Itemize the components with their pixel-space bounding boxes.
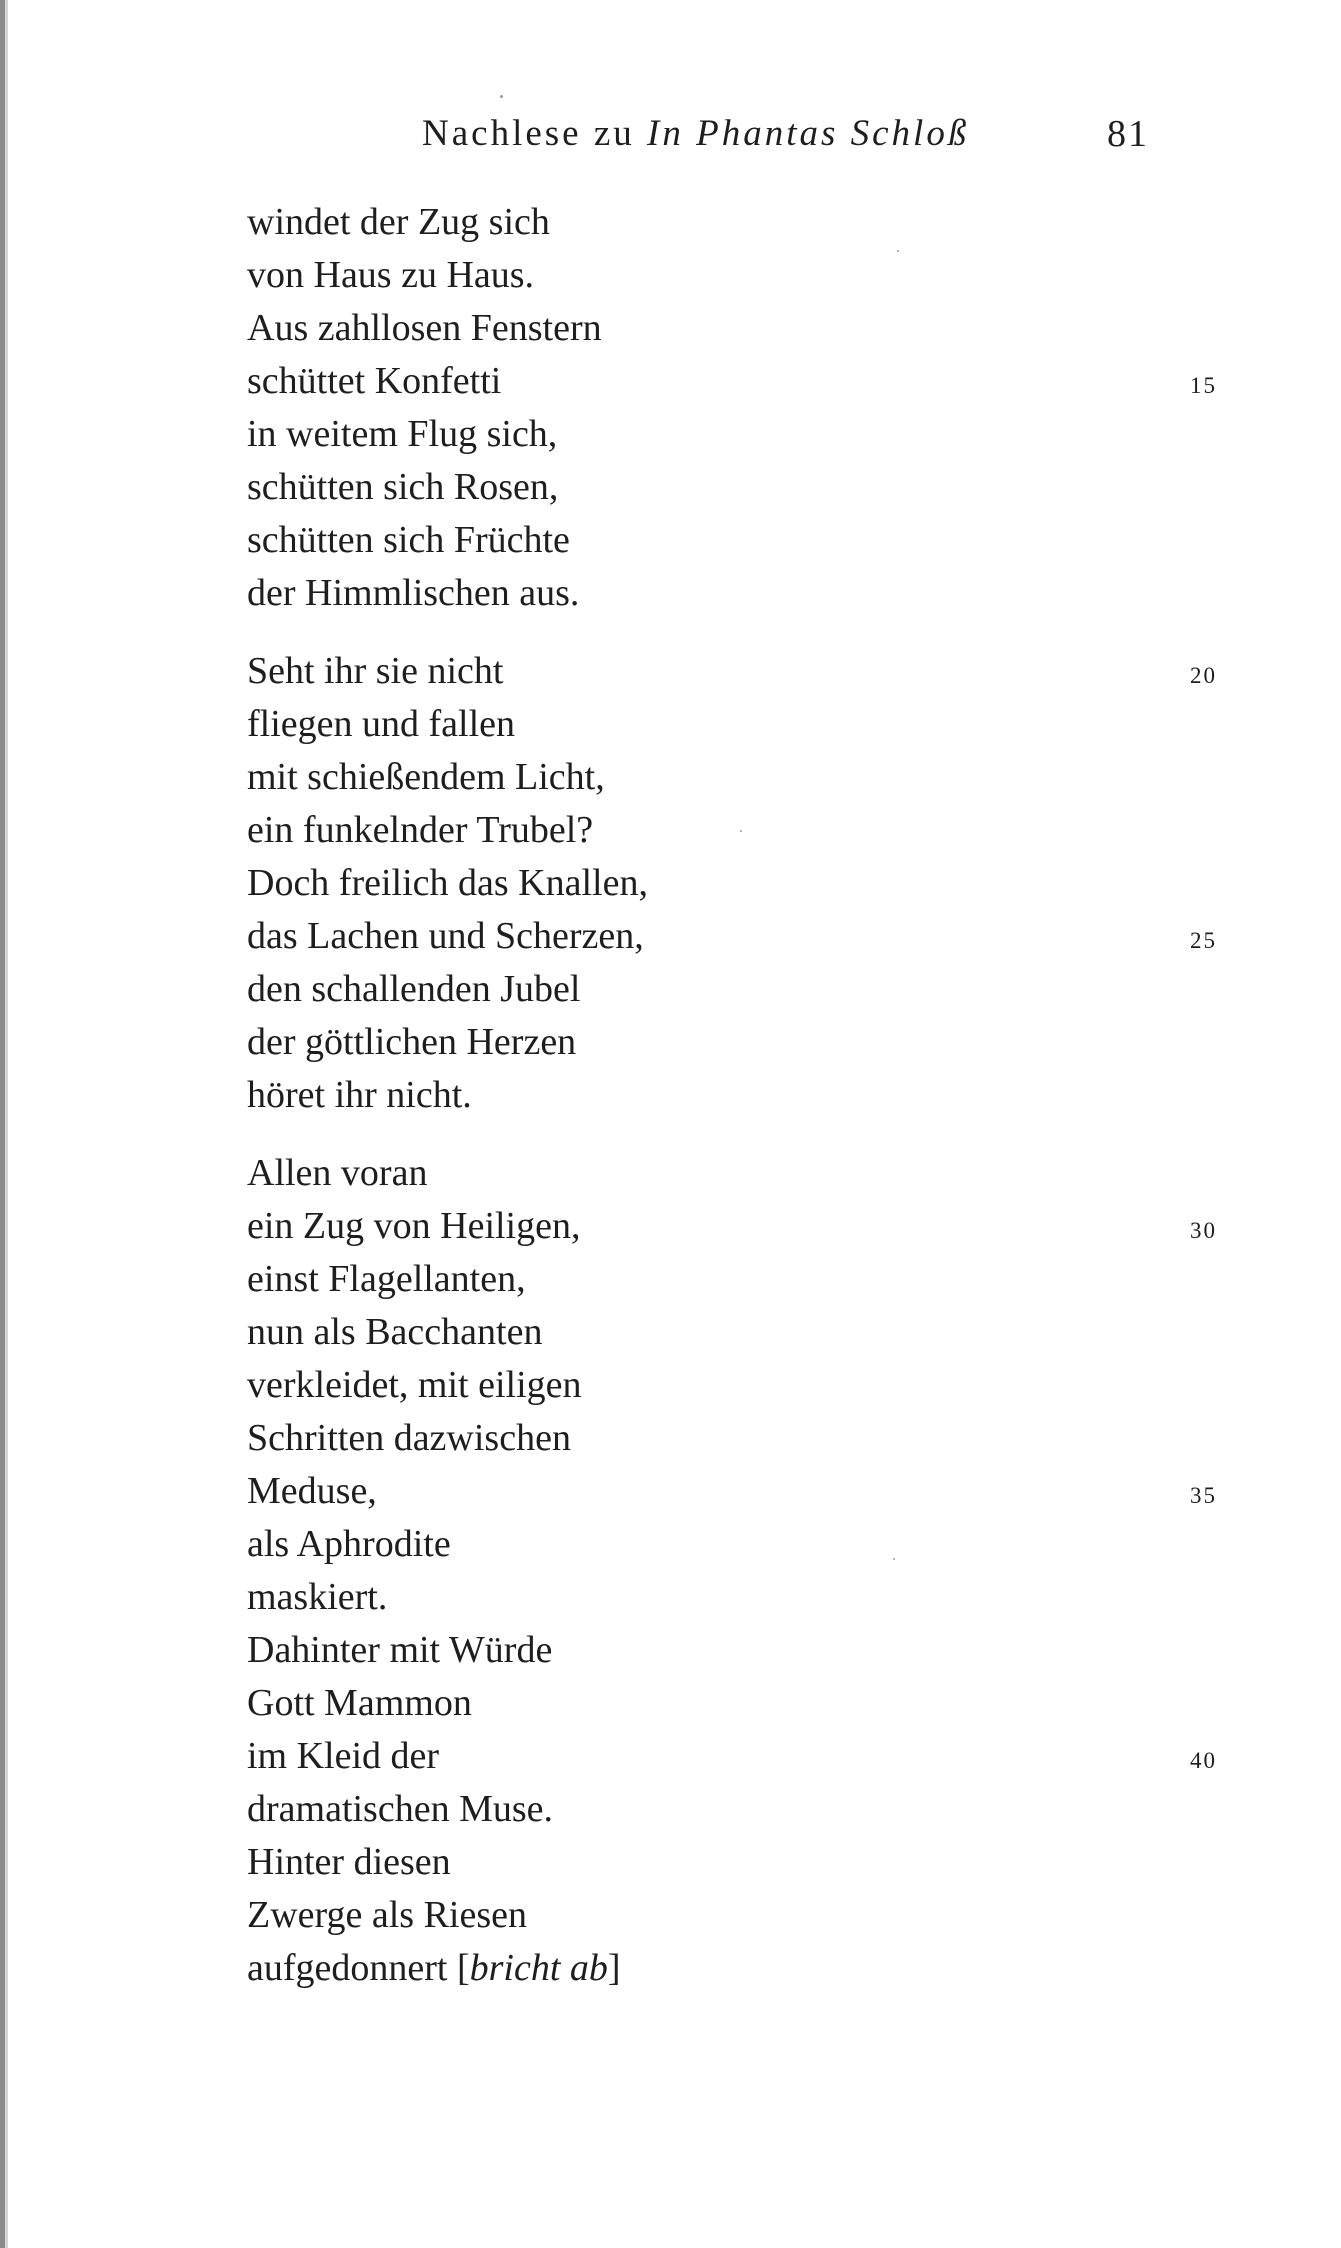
verse-text (247, 1576, 387, 1618)
verse-line (247, 804, 1227, 857)
verse-words: Zwerge als Riesen (247, 1894, 527, 1936)
verse-words: windet der Zug sich (247, 201, 550, 243)
verse-text (247, 572, 579, 614)
verse-text (247, 703, 515, 745)
verse-words: ein Zug von Heiligen, (247, 1205, 581, 1247)
verse-words: Hinter diesen (247, 1841, 451, 1883)
verse-words: Seht ihr sie nicht (247, 650, 504, 692)
verse-line (247, 1677, 1227, 1730)
verse-text (247, 413, 557, 455)
verse-words: nun als Bacchanten (247, 1311, 543, 1353)
verse-line (247, 1147, 1227, 1200)
verse-line (247, 1624, 1227, 1677)
verse-words: in weitem Flug sich, (247, 413, 558, 455)
verse-text (247, 307, 602, 349)
verse-words: einst Flagellanten, (247, 1258, 526, 1300)
verse-line (247, 645, 1227, 698)
line-number: 35 (1190, 1483, 1217, 1508)
verse-words: aufgedonnert (247, 1947, 448, 1989)
verse-words: der göttlichen Herzen (247, 1021, 577, 1063)
verse-words: das Lachen und Scherzen, (247, 915, 644, 957)
verse-text (247, 466, 558, 508)
page-number: 81 (1107, 113, 1149, 155)
poem (247, 196, 1227, 2020)
stanza (247, 1147, 1227, 1995)
verse-line (247, 355, 1227, 408)
verse-text (247, 1470, 377, 1512)
verse-text (247, 1205, 580, 1247)
verse-line (247, 1783, 1227, 1836)
verse-words: den schallenden Jubel (247, 968, 581, 1010)
verse-line (247, 1412, 1227, 1465)
verse-words: Allen voran (247, 1152, 428, 1194)
verse-words: ein funkelnder Trubel? (247, 809, 594, 851)
line-number: 25 (1190, 928, 1217, 953)
verse-line (247, 514, 1227, 567)
verse-text (247, 968, 580, 1010)
verse-line (247, 1942, 1227, 1995)
verse-line (247, 1465, 1227, 1518)
editorial-note: bricht ab (469, 1947, 608, 1989)
verse-line (247, 408, 1227, 461)
verse-words: Gott Mammon (247, 1682, 472, 1724)
verse-words: verkleidet, mit eiligen (247, 1364, 582, 1406)
verse-text (247, 519, 570, 561)
running-head (0, 104, 1341, 164)
verse-text (247, 1364, 582, 1406)
verse-line (247, 1069, 1227, 1122)
line-number: 30 (1190, 1218, 1217, 1243)
verse-text (247, 1788, 553, 1830)
verse-line (247, 1889, 1227, 1942)
bracket-open: [ (447, 1947, 470, 1989)
verse-text (247, 809, 593, 851)
running-title (422, 104, 969, 164)
verse-text (247, 360, 501, 402)
verse-line (247, 857, 1227, 910)
stanza (247, 196, 1227, 620)
verse-text (247, 1947, 621, 1989)
verse-line (247, 1200, 1227, 1253)
verse-line (247, 1306, 1227, 1359)
verse-line (247, 751, 1227, 804)
verse-text (247, 1152, 427, 1194)
title-prefix: Nachlese zu (422, 113, 635, 154)
verse-words: Doch freilich das Knallen, (247, 862, 648, 904)
verse-text (247, 650, 503, 692)
verse-text (247, 862, 648, 904)
line-number: 15 (1190, 373, 1217, 398)
verse-words: im Kleid der (247, 1735, 440, 1777)
stanza (247, 645, 1227, 1122)
verse-line (247, 698, 1227, 751)
verse-line (247, 1016, 1227, 1069)
verse-words: schüttet Konfetti (247, 360, 502, 402)
verse-text (247, 1894, 527, 1936)
verse-words: von Haus zu Haus. (247, 254, 535, 296)
work-title: In Phantas Schloß (647, 113, 970, 154)
verse-words: als Aphrodite (247, 1523, 451, 1565)
verse-words: Meduse, (247, 1470, 377, 1512)
page-edge-shadow (5, 0, 8, 2248)
verse-line (247, 1836, 1227, 1889)
verse-text (247, 1417, 571, 1459)
verse-line (247, 963, 1227, 1016)
verse-line (247, 567, 1227, 620)
verse-text (247, 756, 605, 798)
verse-line (247, 910, 1227, 963)
bracket-close: ] (607, 1947, 621, 1989)
verse-text (247, 1841, 451, 1883)
line-number: 20 (1190, 663, 1217, 688)
verse-text (247, 1258, 526, 1300)
verse-line (247, 1518, 1227, 1571)
verse-words: der Himmlischen aus. (247, 572, 580, 614)
line-number: 40 (1190, 1748, 1217, 1773)
verse-words: schütten sich Früchte (247, 519, 570, 561)
verse-words: fliegen und fallen (247, 703, 516, 745)
verse-words: mit schießendem Licht, (247, 756, 605, 798)
verse-line (247, 1359, 1227, 1412)
verse-text (247, 1523, 451, 1565)
verse-words: Schritten dazwischen (247, 1417, 571, 1459)
verse-words: maskiert. (247, 1576, 388, 1618)
verse-text (247, 1735, 439, 1777)
verse-text (247, 915, 644, 957)
verse-line (247, 302, 1227, 355)
verse-line (247, 461, 1227, 514)
verse-words: Aus zahllosen Fenstern (247, 307, 602, 349)
verse-text (247, 1021, 576, 1063)
verse-line (247, 1571, 1227, 1624)
verse-text (247, 254, 534, 296)
verse-line (247, 1730, 1227, 1783)
verse-text (247, 201, 550, 243)
verse-text (247, 1682, 472, 1724)
verse-words: schütten sich Rosen, (247, 466, 559, 508)
verse-words: höret ihr nicht. (247, 1074, 472, 1116)
verse-line (247, 1253, 1227, 1306)
verse-words: Dahinter mit Würde (247, 1629, 553, 1671)
verse-words: dramatischen Muse. (247, 1788, 554, 1830)
verse-text (247, 1074, 472, 1116)
verse-text (247, 1311, 542, 1353)
verse-line (247, 196, 1227, 249)
verse-line (247, 249, 1227, 302)
verse-text (247, 1629, 552, 1671)
print-speck (500, 95, 503, 98)
